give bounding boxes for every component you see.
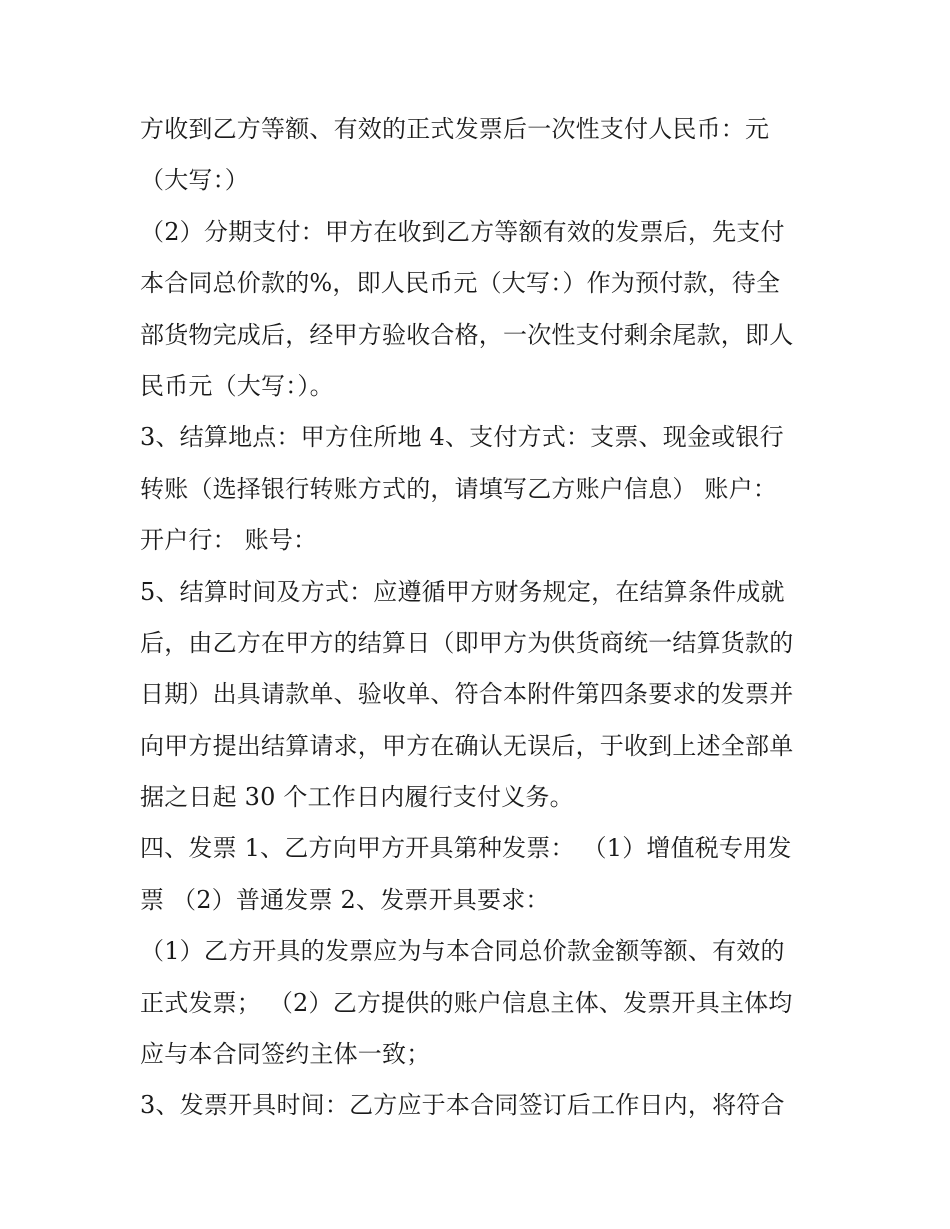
text-line: 开户行： 账号： xyxy=(140,526,318,555)
text-line: 向甲方提出结算请求，甲方在确认无误后，于收到上述全部单 xyxy=(140,731,794,760)
text-line: 日期）出具请款单、验收单、符合本附件第四条要求的发票并 xyxy=(140,680,794,709)
text-line: 部货物完成后，经甲方验收合格，一次性支付剩余尾款，即人 xyxy=(140,320,794,349)
text-line: 应与本合同签约主体一致； xyxy=(140,1040,431,1069)
text-line: 5、结算时间及方式：应遵循甲方财务规定，在结算条件成就 xyxy=(140,577,785,606)
text-line: 据之日起 30 个工作日内履行支付义务。 xyxy=(140,783,574,812)
text-line: （2）分期支付：甲方在收到乙方等额有效的发票后，先支付 xyxy=(140,217,785,246)
text-line: 方收到乙方等额、有效的正式发票后一次性支付人民币：元 xyxy=(140,115,770,143)
text-line: 3、发票开具时间：乙方应于本合同签订后工作日内，将符合 xyxy=(140,1091,785,1120)
text-line: 3、结算地点：甲方住所地 4、支付方式：支票、现金或银行 xyxy=(140,423,784,452)
text-line: 票 （2）普通发票 2、发票开具要求： xyxy=(140,885,550,914)
text-line: 本合同总价款的%，即人民币元（大写：）作为预付款，待全 xyxy=(140,269,781,298)
text-line: （大写：） xyxy=(140,166,249,195)
text-line: 民币元（大写：）。 xyxy=(140,371,334,400)
text-line: （1）乙方开具的发票应为与本合同总价款金额等额、有效的 xyxy=(140,937,785,966)
text-line: 转账（选择银行转账方式的，请填写乙方账户信息） 账户： xyxy=(140,474,778,503)
text-line: 后，由乙方在甲方的结算日（即甲方为供货商统一结算货款的 xyxy=(140,628,794,657)
document-page xyxy=(140,104,820,1132)
text-line: 四、发票 1、乙方向甲方开具第种发票： （1）增值税专用发 xyxy=(140,834,792,863)
text-line: 正式发票； （2）乙方提供的账户信息主体、发票开具主体均 xyxy=(140,988,793,1017)
